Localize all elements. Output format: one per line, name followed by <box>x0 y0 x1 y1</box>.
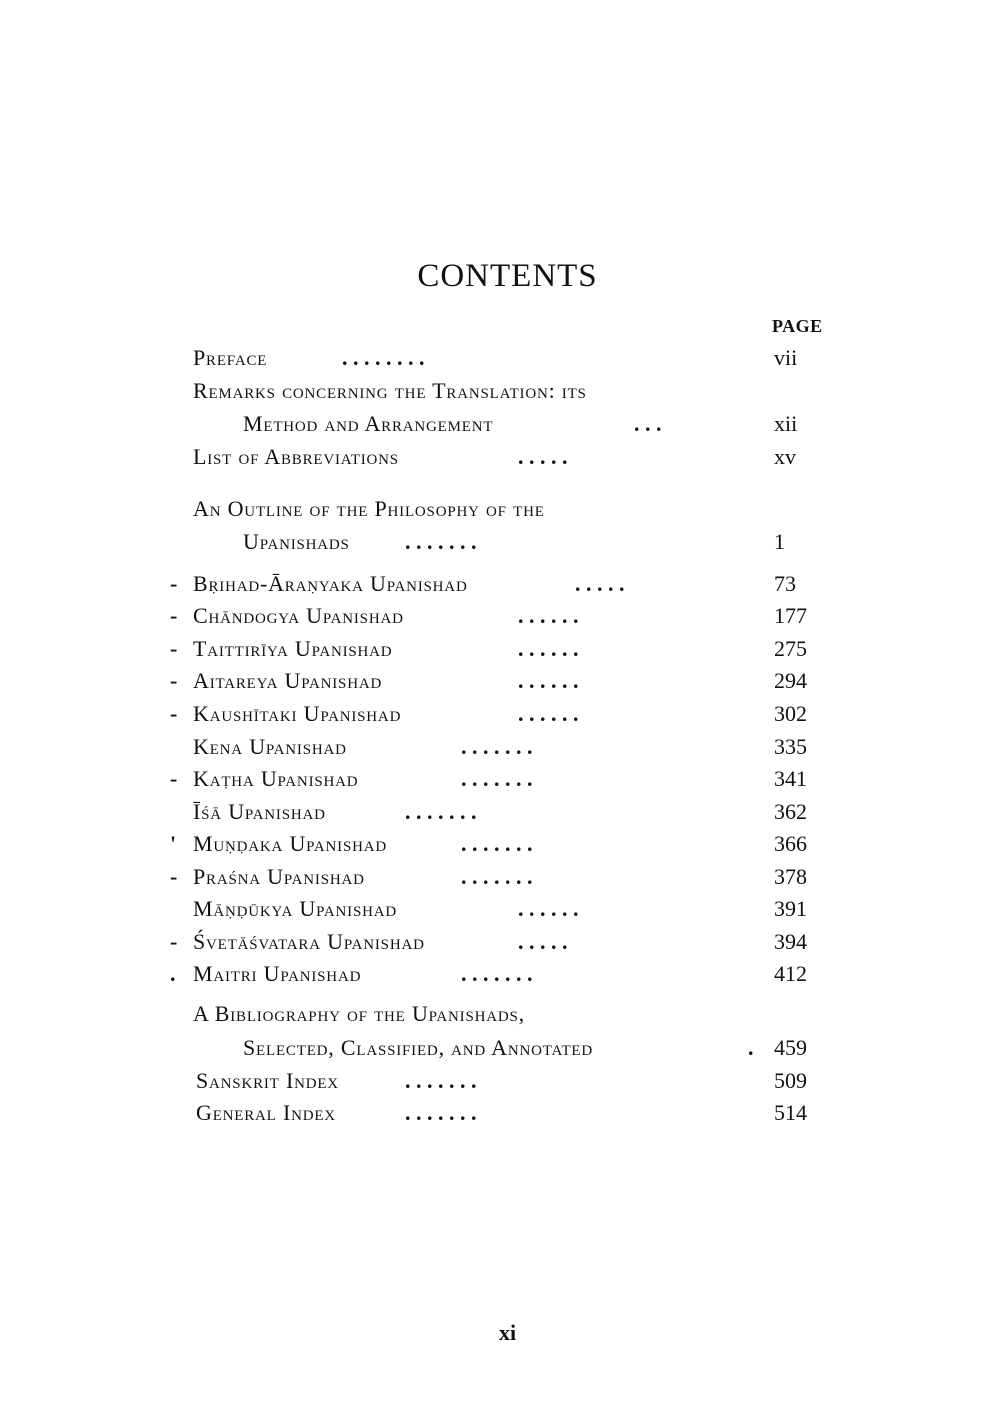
leader-dots: . . . . . . . <box>461 766 533 791</box>
leader-dots: . . . . . . . <box>405 1068 477 1093</box>
entry-title: Kena Upanishad <box>193 734 347 759</box>
entry-title: Kaushītaki Upanishad <box>193 701 402 726</box>
toc-entry-preface <box>0 343 1000 373</box>
page-title: CONTENTS <box>417 258 598 294</box>
toc-entry-remarks <box>0 376 1000 406</box>
leader-dots: . . . . . . . <box>461 831 533 856</box>
toc-entry-bibliography <box>0 999 1000 1029</box>
toc-entry-mundaka <box>0 829 1000 859</box>
page-number: 1 <box>774 529 785 554</box>
pencil-mark: - <box>170 929 178 954</box>
page-number: 412 <box>774 961 807 986</box>
toc-entry-isa <box>0 797 1000 827</box>
pencil-mark: - <box>170 766 178 791</box>
page-number: 514 <box>774 1100 807 1125</box>
toc-entry-maitri <box>0 959 1000 989</box>
leader-dots: . . . . . . <box>518 636 579 661</box>
page-number: 459 <box>774 1035 807 1060</box>
toc-entry-remarks-cont <box>0 409 1000 439</box>
toc-entry-kena <box>0 732 1000 762</box>
toc-entry-svetasvatara <box>0 927 1000 957</box>
entry-title: Kaṭha Upanishad <box>193 766 359 791</box>
pencil-mark: - <box>170 701 178 726</box>
page-number: 391 <box>774 896 807 921</box>
leader-dots: . . . . . . <box>518 668 579 693</box>
entry-title: List of Abbreviations <box>193 444 399 469</box>
leader-dots: . . . . . . . <box>461 864 533 889</box>
page-number: 509 <box>774 1068 807 1093</box>
page-number: 294 <box>774 668 807 693</box>
page-number: xii <box>774 411 798 436</box>
page-number: 302 <box>774 701 807 726</box>
page-number: vii <box>774 345 798 370</box>
entry-title: Īśā Upanishad <box>193 799 326 824</box>
entry-title: Preface <box>193 345 268 370</box>
entry-title: Māṇḍūkya Upanishad <box>193 896 397 921</box>
page-folio: xi <box>498 1320 517 1345</box>
toc-entry-bibliography-cont <box>0 1033 1000 1063</box>
entry-title: Muṇḍaka Upanishad <box>193 831 388 856</box>
toc-entry-sanskrit-index <box>0 1066 1000 1096</box>
entry-title: Selected, Classified, and Annotated <box>243 1035 594 1060</box>
entry-title: Maitri Upanishad <box>193 961 362 986</box>
toc-entry-outline <box>0 494 1000 524</box>
toc-entry-taittiriya <box>0 634 1000 664</box>
entry-title: Upanishads <box>243 529 350 554</box>
pencil-mark: - <box>170 668 178 693</box>
toc-entry-chandogya <box>0 601 1000 631</box>
page-number: 362 <box>774 799 807 824</box>
page-number: 378 <box>774 864 807 889</box>
leader-dots: . . . . . . <box>518 701 579 726</box>
pencil-mark: - <box>170 636 178 661</box>
entry-title: Taittirīya Upanishad <box>193 636 393 661</box>
page-number: xv <box>774 444 796 469</box>
leader-dots: . . . . . . . <box>405 799 477 824</box>
pencil-mark: - <box>170 603 178 628</box>
page-number: 73 <box>774 571 796 596</box>
leader-dots: . . . . . <box>575 571 625 596</box>
toc-entry-prasna <box>0 862 1000 892</box>
toc-entry-mandukya <box>0 894 1000 924</box>
leader-dots: . . . . . . <box>518 896 579 921</box>
entry-title: Sanskrit Index <box>196 1068 339 1093</box>
entry-title: Chāndogya Upanishad <box>193 603 404 628</box>
toc-entry-abbreviations <box>0 442 1000 472</box>
page-number: 394 <box>774 929 807 954</box>
leader-dots: . . . . . . . <box>461 734 533 759</box>
entry-title: Aitareya Upanishad <box>193 668 383 693</box>
page-number: 275 <box>774 636 807 661</box>
pencil-mark: - <box>170 571 178 596</box>
leader-dots: . . . . . . . <box>461 961 533 986</box>
entry-title: Praśna Upanishad <box>193 864 365 889</box>
leader-dots: . . . . . . <box>518 603 579 628</box>
pencil-mark: - <box>170 864 178 889</box>
entry-title: General Index <box>196 1100 336 1125</box>
toc-entry-outline-cont <box>0 527 1000 557</box>
pencil-mark: . <box>170 961 176 986</box>
toc-entry-kaushitaki <box>0 699 1000 729</box>
entry-title: Remarks concerning the Translation: its <box>193 378 587 403</box>
page-column-label: PAGE <box>772 316 823 336</box>
leader-dots: . . . . . . . <box>405 1100 477 1125</box>
leader-dots: . . . . . . . <box>405 529 477 554</box>
entry-title: An Outline of the Philosophy of the <box>193 496 545 521</box>
leader-dots: . . . . . <box>518 929 568 954</box>
leader-dots: . . . . . <box>518 444 568 469</box>
toc-entry-brihad-aranyaka <box>0 569 1000 599</box>
page-number: 335 <box>774 734 807 759</box>
leader-dots: . . . <box>634 411 662 436</box>
leader-dots: . <box>748 1035 754 1060</box>
page-number: 366 <box>774 831 807 856</box>
entry-title: Method and Arrangement <box>243 411 494 436</box>
toc-entry-general-index <box>0 1098 1000 1128</box>
entry-title: Bṛihad-Āraṇyaka Upanishad <box>193 571 468 596</box>
page-number: 341 <box>774 766 807 791</box>
entry-title: A Bibliography of the Upanishads, <box>193 1001 525 1026</box>
toc-entry-aitareya <box>0 666 1000 696</box>
pencil-mark: ' <box>170 831 177 856</box>
leader-dots: . . . . . . . . <box>342 345 425 370</box>
toc-entry-katha <box>0 764 1000 794</box>
page-number: 177 <box>774 603 807 628</box>
entry-title: Śvetāśvatara Upanishad <box>193 929 425 954</box>
